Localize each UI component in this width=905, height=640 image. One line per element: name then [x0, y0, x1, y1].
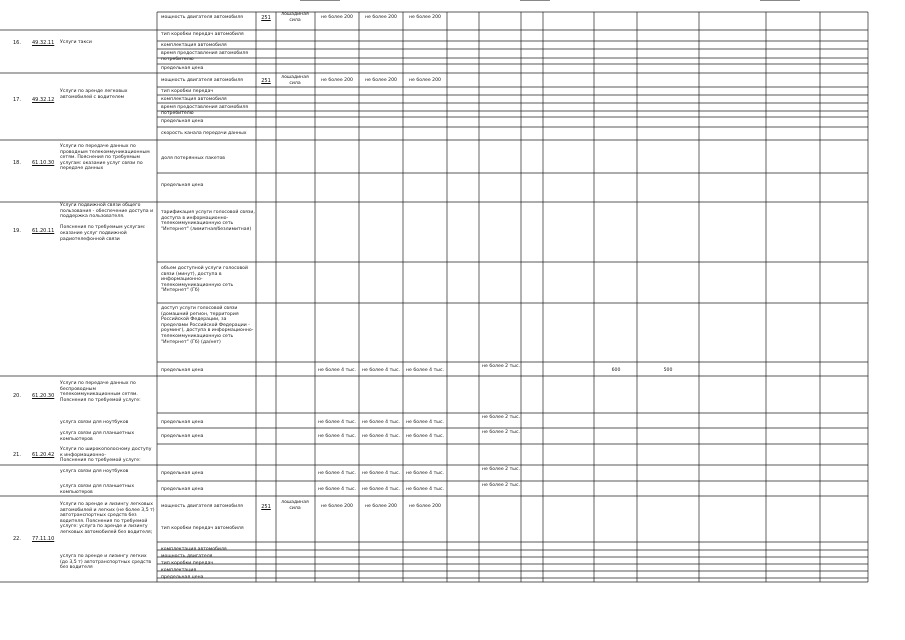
okpd-code: 77.11.10	[32, 536, 55, 542]
cell-characteristic: предельная цена	[161, 119, 204, 124]
cell-characteristic: комплектация автомобиля	[161, 547, 227, 552]
cell-characteristic: тип коробки передач	[161, 89, 214, 94]
cell-characteristic: время предоставления автомобиля потребителю	[161, 105, 248, 116]
cell-value: не более 200	[321, 15, 353, 20]
cell-unit-code: 251	[261, 504, 271, 510]
cell-value: не более 4 тыс.	[318, 434, 356, 439]
cell-characteristic: предельная цена	[161, 66, 204, 71]
service-name: Услуги по широкополосному доступу к информационно- Пояснения по требуемой услуге:	[60, 447, 152, 464]
cell-unit-code: 251	[261, 78, 271, 84]
cell-characteristic: мощность двигателя	[161, 554, 213, 559]
sub-service: услуга связи для планшетных компьютеров	[60, 431, 135, 442]
cell-characteristic: комплектация автомобиля	[161, 97, 227, 102]
cell-value: не более 4 тыс.	[406, 420, 444, 425]
cell-value: 600	[611, 368, 621, 373]
cell-characteristic: предельная цена	[161, 368, 204, 373]
cell-value: не более 4 тыс.	[318, 471, 356, 476]
cell-value: не более 4 тыс.	[362, 434, 400, 439]
cell-unit-name: лошадиная сила	[281, 12, 309, 23]
cell-characteristic: доля потерянных пакетов	[161, 156, 226, 161]
cell-value: не более 2 тыс.	[482, 415, 520, 420]
cell-characteristic: доступ услуги голосовой связи (домашний регион, территория Российской Федерации, за пределами Российской Федерации - роуминг), доступа в информационно-телекоммуникационную сеть "Интернет" (Гб) (да/нет)	[161, 306, 254, 345]
service-name: Услуги по передаче данных по беспроводным телекоммуникационным сетям. Пояснения по требуемой услуге:	[60, 381, 141, 403]
cell-characteristic: тип коробки передач автомобиля	[161, 32, 244, 37]
cell-characteristic: мощность двигателя автомобиля	[161, 504, 243, 509]
okpd-code: 49.32.11	[32, 40, 55, 46]
cell-value: не более 200	[321, 78, 353, 83]
cell-value: не более 2 тыс.	[482, 467, 520, 472]
cell-value: не более 2 тыс.	[482, 430, 520, 435]
cell-value: не более 200	[365, 15, 397, 20]
row-number: 20.	[13, 393, 21, 399]
cell-characteristic: предельная цена	[161, 487, 204, 492]
cell-unit-name: лошадиная сила	[281, 500, 309, 511]
cell-characteristic: предельная цена	[161, 420, 204, 425]
cell-characteristic: мощность двигателя автомобиля	[161, 15, 243, 20]
cell-characteristic: предельная цена	[161, 183, 204, 188]
cell-value: не более 4 тыс.	[362, 487, 400, 492]
sub-service: услуга связи для планшетных компьютеров	[60, 484, 135, 495]
cell-unit-code: 251	[261, 15, 271, 21]
sub-service: услуга связи для ноутбуков	[60, 469, 129, 474]
cell-value: не более 4 тыс.	[362, 420, 400, 425]
row-number: 17.	[13, 97, 21, 103]
service-name: Услуги по аренде и лизингу легковых автомобилей и легких (не более 3,5 т) автотранспортных средств без водителя. Пояснения по требуемой услуге: услуга по аренде и лизингу легковых автомобилей без водителя;	[60, 502, 155, 535]
cell-value: не более 200	[365, 504, 397, 509]
cell-value: не более 4 тыс.	[406, 487, 444, 492]
service-name: Услуги по передаче данных по проводным телекоммуникационным сетям. Пояснения по требуемым услугам: оказание услуг связи по передаче данных	[60, 144, 150, 172]
cell-value: не более 4 тыс.	[406, 434, 444, 439]
cell-value: не более 200	[365, 78, 397, 83]
cell-characteristic: комплектация	[161, 568, 197, 573]
cell-value: не более 2 тыс.	[482, 364, 520, 369]
sub-service: услуга связи для ноутбуков	[60, 420, 129, 425]
cell-characteristic: предельная цена	[161, 471, 204, 476]
cell-characteristic: тип коробки передач автомобиля	[161, 526, 244, 531]
okpd-code: 61.10.30	[32, 160, 55, 166]
cell-value: не более 4 тыс.	[318, 420, 356, 425]
sub-service: услуга по аренде и лизингу легких (до 3,5 т) автотранспортных средств без водителя	[60, 554, 152, 571]
okpd-code: 61.20.42	[32, 452, 55, 458]
cell-characteristic: время предоставления автомобиля потребителю	[161, 51, 248, 62]
cell-value: не более 4 тыс.	[318, 487, 356, 492]
cell-characteristic: комплектация автомобиля	[161, 43, 227, 48]
cell-characteristic: объем доступной услуги голосовой связи (минут), доступа в информационно-телекоммуникационную сеть "Интернет" (Гб)	[161, 266, 249, 294]
service-name: Услуги подвижной связи общего пользования - обеспечение доступа и поддержка пользователя. Пояснения по требуемым услугам: оказание услуг подвижной радиотелефонной связи	[60, 203, 154, 242]
row-number: 19.	[13, 228, 21, 234]
cell-value: не более 4 тыс.	[362, 368, 400, 373]
cell-characteristic: предельная цена	[161, 434, 204, 439]
service-name: Услуги по аренде легковых автомобилей с водителем	[60, 89, 128, 100]
okpd-code: 49.32.12	[32, 97, 55, 103]
cell-value: не более 200	[409, 504, 441, 509]
cell-value: не более 200	[409, 15, 441, 20]
cell-characteristic: предельная цена	[161, 575, 204, 580]
cell-value: 500	[663, 368, 673, 373]
cell-value: не более 4 тыс.	[406, 471, 444, 476]
row-number: 22.	[13, 536, 21, 542]
cell-value: не более 4 тыс.	[362, 471, 400, 476]
cell-value: не более 4 тыс.	[406, 368, 444, 373]
cell-characteristic: мощность двигателя автомобиля	[161, 78, 243, 83]
row-number: 16.	[13, 40, 21, 46]
cell-unit-name: лошадиная сила	[281, 75, 309, 86]
service-name: Услуги такси	[60, 40, 92, 45]
cell-value: не более 200	[409, 78, 441, 83]
cell-value: не более 4 тыс.	[318, 368, 356, 373]
row-number: 21.	[13, 452, 21, 458]
cell-characteristic: тарификация услуги голосовой связи, доступа в информационно-телекоммуникационную сеть "Интернет" (лимитная/безлимитная)	[161, 210, 255, 232]
row-number: 18.	[13, 160, 21, 166]
okpd-code: 61.20.30	[32, 393, 55, 399]
cell-characteristic: скорость канала передачи данных	[161, 131, 247, 136]
cell-characteristic: тип коробки передач	[161, 561, 214, 566]
okpd-code: 61.20.11	[32, 228, 55, 234]
cell-value: не более 2 тыс.	[482, 483, 520, 488]
cell-value: не более 200	[321, 504, 353, 509]
